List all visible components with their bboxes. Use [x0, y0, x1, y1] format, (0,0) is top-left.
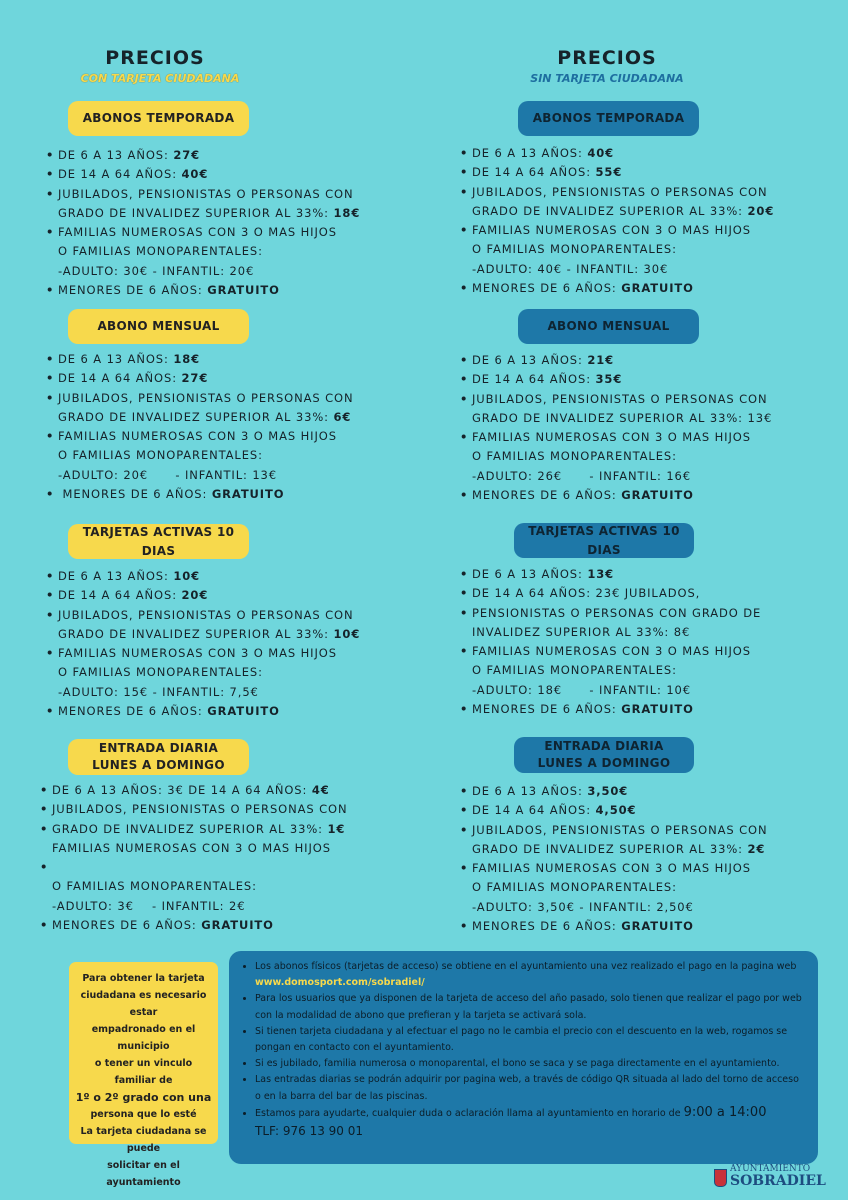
price-line-text: GRADO DE INVALIDEZ SUPERIOR AL 33%: [58, 205, 334, 220]
price-line-text: FAMILIAS NUMEROSAS CON 3 O MAS HIJOS [52, 840, 331, 855]
price-line [460, 428, 772, 447]
price-line-text: MENORES DE 6 AÑOS: [472, 919, 622, 934]
price-value: 1€ [327, 821, 346, 836]
price-line-text: JUBILADOS, PENSIONISTAS O PERSONAS CON [472, 822, 768, 837]
bullet: • [46, 607, 55, 622]
price-line-text: -ADULTO: 26€ - INFANTIL: 16€ [472, 468, 691, 483]
price-line-text: O FAMILIAS MONOPARENTALES: [472, 242, 677, 257]
price-line-text: GRADO DE INVALIDEZ SUPERIOR AL 33%: [58, 626, 334, 641]
bullet: • [46, 390, 55, 405]
note-line: La tarjeta ciudadana se puede [80, 1126, 207, 1154]
bullet: • [460, 430, 469, 445]
price-value: 21€ [587, 353, 615, 367]
price-line [46, 644, 360, 663]
price-value: 4,50€ [595, 803, 637, 818]
price-line [460, 898, 768, 917]
price-line [46, 408, 354, 427]
bullet: • [460, 803, 469, 818]
price-line-text: DE 6 A 13 AÑOS: [58, 352, 174, 366]
left-subtitle: CON TARJETA CIUDADANA [80, 72, 240, 85]
bullet: • [460, 919, 469, 934]
price-line-text: O FAMILIAS MONOPARENTALES: [472, 880, 677, 895]
price-line [46, 223, 360, 242]
bullet: • [460, 702, 469, 717]
price-line-text: FAMILIAS NUMEROSAS CON 3 O MAS HIJOS [472, 644, 751, 659]
office-hours: 9:00 a 14:00 [683, 1104, 767, 1120]
bullet: • [460, 184, 469, 199]
price-line-text: -ADULTO: 40€ - INFANTIL: 30€ [472, 261, 669, 276]
ayuntamiento-logo [714, 1164, 826, 1194]
price-value: 10€ [333, 626, 361, 641]
info-item [255, 991, 804, 1023]
price-line-text: -ADULTO: 3€ - INFANTIL: 2€ [52, 898, 246, 913]
price-line [46, 606, 360, 625]
price-line-text: DE 6 A 13 AÑOS: [472, 146, 588, 160]
price-line-text: FAMILIAS NUMEROSAS CON 3 O MAS HIJOS [58, 429, 337, 444]
info-item [255, 1056, 804, 1072]
price-line-text: MENORES DE 6 AÑOS: [58, 704, 208, 719]
bullet: • [46, 225, 55, 240]
bullet: • [460, 372, 469, 387]
note-line: solicitar en el ayuntamiento [106, 1160, 181, 1188]
price-line [460, 260, 774, 279]
price-value: 55€ [595, 165, 623, 180]
price-line-text: MENORES DE 6 AÑOS: [58, 487, 212, 502]
price-line-text: JUBILADOS, PENSIONISTAS O PERSONAS CON [58, 607, 354, 622]
price-line-text: GRADO DE INVALIDEZ SUPERIOR AL 33%: [472, 841, 748, 856]
price-line-text: DE 6 A 13 AÑOS: [58, 148, 174, 162]
price-value: 2€ [747, 841, 766, 856]
info-item-text: Los abonos físicos (tarjetas de acceso) se obtiene en el ayuntamiento una vez realizado el pago en la pagina web [255, 961, 797, 972]
price-line-text: DE 14 A 64 AÑOS: [58, 167, 182, 182]
right-subtitle: SIN TARJETA CIUDADANA [530, 72, 684, 85]
price-line [460, 840, 768, 859]
left-title: PRECIOS [105, 47, 205, 69]
price-line [460, 486, 772, 505]
price-value: 40€ [587, 146, 615, 160]
price-value: 40€ [181, 167, 209, 182]
bullet: • [46, 487, 55, 502]
price-line [46, 466, 354, 485]
left-section-0-list [46, 146, 360, 300]
price-value: 6€ [333, 409, 352, 424]
price-line-text: INVALIDEZ SUPERIOR AL 33%: 8€ [472, 624, 691, 639]
left-heading-entrada-diaria [68, 739, 249, 775]
price-line [460, 642, 761, 661]
price-line-text: FAMILIAS NUMEROSAS CON 3 O MAS HIJOS [58, 225, 337, 240]
price-line [460, 221, 774, 240]
price-line-text: DE 6 A 13 AÑOS: [472, 784, 588, 798]
price-line-text: -ADULTO: 15€ - INFANTIL: 7,5€ [58, 684, 259, 699]
price-line [460, 681, 761, 700]
price-line [460, 351, 772, 370]
info-item [255, 1024, 804, 1056]
phone-number: TLF: 976 13 90 01 [255, 1124, 363, 1139]
note-line: Para obtener la tarjeta [82, 973, 205, 984]
right-heading-abono-mensual: ABONO MENSUAL [518, 309, 699, 344]
bullet: • [460, 353, 469, 367]
price-line-text: O FAMILIAS MONOPARENTALES: [58, 665, 263, 680]
price-line [46, 586, 360, 605]
price-line-text: JUBILADOS, PENSIONISTAS O PERSONAS CON [58, 390, 354, 405]
price-line-text: MENORES DE 6 AÑOS: [472, 702, 622, 717]
bullet: • [46, 646, 55, 661]
price-line-text: MENORES DE 6 AÑOS: [52, 918, 202, 933]
left-heading-entrada-diaria-line2: LUNES A DOMINGO [92, 758, 225, 772]
left-section-2-list [46, 567, 360, 721]
price-line [460, 467, 772, 486]
price-line-text: GRADO DE INVALIDEZ SUPERIOR AL 33%: [52, 821, 328, 836]
price-line [460, 163, 774, 182]
domosport-link[interactable]: www.domosport.com/sobradiel/ [255, 977, 425, 989]
note-line: ciudadana es necesario estar [80, 990, 207, 1018]
bullet: • [460, 586, 469, 601]
price-line-text: DE 14 A 64 AÑOS: [58, 371, 182, 386]
price-value: GRATUITO [201, 918, 274, 933]
price-line [46, 485, 354, 504]
price-line-text: O FAMILIAS MONOPARENTALES: [472, 449, 677, 464]
price-line [46, 185, 360, 204]
bullet: • [460, 391, 469, 406]
info-list [243, 959, 804, 1122]
price-line-text: PENSIONISTAS O PERSONAS CON GRADO DE [472, 605, 762, 620]
price-value: GRATUITO [621, 488, 694, 503]
price-value: 27€ [173, 148, 201, 162]
bullet: • [460, 223, 469, 238]
price-value: 4€ [311, 783, 330, 797]
logo-line2: SOBRADIEL [730, 1173, 826, 1189]
price-line [460, 801, 768, 820]
price-line-text: O FAMILIAS MONOPARENTALES: [58, 244, 263, 259]
price-line [460, 279, 774, 298]
bullet: • [460, 281, 469, 296]
bullet: • [46, 588, 55, 603]
left-heading-tarjetas-activas: TARJETAS ACTIVAS 10 DIAS [68, 524, 249, 559]
price-line [46, 281, 360, 300]
price-line [460, 917, 768, 936]
price-line-text: FAMILIAS NUMEROSAS CON 3 O MAS HIJOS [472, 861, 751, 876]
bullet: • [46, 167, 55, 182]
bullet: • [460, 861, 469, 876]
price-line-text: DE 14 A 64 AÑOS: [472, 803, 596, 818]
price-line [46, 567, 360, 586]
price-line-text: DE 6 A 13 AÑOS: [472, 353, 588, 367]
price-line [40, 897, 348, 916]
left-heading-entrada-diaria-line1: ENTRADA DIARIA [98, 741, 219, 755]
bullet: • [46, 429, 55, 444]
price-value: GRATUITO [207, 704, 280, 719]
bullet: • [460, 605, 469, 620]
price-line-text: JUBILADOS, PENSIONISTAS O PERSONAS CON [472, 184, 768, 199]
price-line-text: MENORES DE 6 AÑOS: [58, 283, 208, 298]
price-value: GRATUITO [207, 283, 280, 298]
right-title: PRECIOS [557, 47, 657, 69]
price-line [40, 781, 348, 800]
price-line-text: FAMILIAS NUMEROSAS CON 3 O MAS HIJOS [472, 430, 751, 445]
price-line-text: MENORES DE 6 AÑOS: [472, 488, 622, 503]
right-section-3-list [460, 782, 768, 936]
bullet: • [460, 567, 469, 581]
price-line [460, 700, 761, 719]
bullet: • [40, 802, 49, 817]
price-line [46, 625, 360, 644]
price-line [46, 369, 354, 388]
price-value: 3,50€ [587, 784, 629, 798]
info-item-text: Para los usuarios que ya disponen de la tarjeta de acceso del año pasado, solo tienen que realizar el pago por web con la modalidad de abono que prefieran y la tarjeta se activará sola. [255, 993, 802, 1021]
price-line [46, 427, 354, 446]
price-line-text: FAMILIAS NUMEROSAS CON 3 O MAS HIJOS [58, 646, 337, 661]
right-heading-entrada-diaria-line1: ENTRADA DIARIA [544, 739, 664, 753]
note-line: 1º o 2º grado con una [75, 1091, 212, 1104]
left-section-3-list [40, 781, 348, 935]
info-item [255, 1105, 804, 1122]
price-line-text: DE 6 A 13 AÑOS: 3€ DE 14 A 64 AÑOS: [52, 783, 312, 797]
price-line-text: DE 6 A 13 AÑOS: [58, 569, 174, 583]
bullet: • [46, 186, 55, 201]
bullet: • [460, 644, 469, 659]
right-heading-abonos-temporada: ABONOS TEMPORADA [518, 101, 699, 136]
price-line [40, 858, 348, 877]
price-value: 10€ [173, 569, 201, 583]
price-line [46, 702, 360, 721]
bullet: • [40, 783, 49, 797]
tarjeta-ciudadana-note [69, 962, 218, 1188]
bullet: • [46, 283, 55, 298]
info-item-text: Si es jubilado, familia numerosa o monoparental, el bono se saca y se paga directamente en el ayuntamiento. [255, 1058, 780, 1070]
price-line [40, 839, 348, 858]
price-value: 18€ [173, 352, 201, 366]
price-line [46, 242, 360, 261]
price-line [460, 370, 772, 389]
bullet: • [460, 822, 469, 837]
price-line-text: DE 6 A 13 AÑOS: [472, 567, 588, 581]
info-item-text: Las entradas diarias se podrán adquirir por pagina web, a través de código QR situada al lado del torno de acceso o en la barra del bar de las piscinas. [255, 1074, 799, 1102]
price-line-text: DE 14 A 64 AÑOS: [472, 165, 596, 180]
right-section-2-list [460, 565, 761, 719]
price-line [46, 663, 360, 682]
price-line-text: JUBILADOS, PENSIONISTAS O PERSONAS CON [472, 391, 768, 406]
left-section-1-list [46, 350, 354, 504]
bullet: • [40, 821, 49, 836]
bullet: • [46, 569, 55, 583]
price-line [460, 202, 774, 221]
price-line-text: -ADULTO: 20€ - INFANTIL: 13€ [58, 467, 277, 482]
right-heading-tarjetas-activas: TARJETAS ACTIVAS 10 DIAS [514, 523, 694, 558]
price-line [460, 144, 774, 163]
price-line [460, 878, 768, 897]
price-line-text: DE 14 A 64 AÑOS: [472, 372, 596, 387]
bullet: • [40, 918, 49, 933]
note-line: o tener un vinculo familiar de [94, 1058, 193, 1086]
right-section-0-list [460, 144, 774, 298]
price-line-text: DE 14 A 64 AÑOS: 23€ JUBILADOS, [472, 586, 701, 601]
price-line [40, 916, 348, 935]
price-line [40, 820, 348, 839]
info-item-text: Estamos para ayudarte, cualquier duda o aclaración llama al ayuntamiento en horario de [255, 1107, 684, 1119]
price-line [40, 877, 348, 896]
bullet: • [460, 165, 469, 180]
price-line [40, 800, 348, 819]
price-line-text: FAMILIAS NUMEROSAS CON 3 O MAS HIJOS [472, 223, 751, 238]
price-line [46, 262, 360, 281]
info-item [255, 1072, 804, 1104]
bullet: • [46, 148, 55, 162]
price-line [46, 389, 354, 408]
price-line [46, 146, 360, 165]
price-line [460, 604, 761, 623]
shield-icon [714, 1169, 727, 1187]
price-line-text: GRADO DE INVALIDEZ SUPERIOR AL 33%: 13€ [472, 410, 773, 425]
right-section-1-list [460, 351, 772, 505]
price-line-text: GRADO DE INVALIDEZ SUPERIOR AL 33%: [472, 203, 748, 218]
price-line [460, 447, 772, 466]
price-line [46, 446, 354, 465]
bullet: • [460, 488, 469, 503]
price-line [460, 859, 768, 878]
bullet: • [40, 860, 49, 875]
info-item-text: Si tienen tarjeta ciudadana y al efectuar el pago no le cambia el precio con el descuento en la web, rogamos se pongan en contacto con el ayuntamiento. [255, 1025, 788, 1054]
price-line-text: O FAMILIAS MONOPARENTALES: [52, 879, 257, 894]
price-line-text: JUBILADOS, PENSIONISTAS O PERSONAS CON [52, 802, 348, 817]
info-item [255, 959, 804, 991]
price-line [46, 350, 354, 369]
price-line [460, 183, 774, 202]
left-heading-abono-mensual: ABONO MENSUAL [68, 309, 249, 344]
price-line-text: MENORES DE 6 AÑOS: [472, 281, 622, 296]
price-line-text: -ADULTO: 30€ - INFANTIL: 20€ [58, 263, 255, 278]
price-line [460, 584, 761, 603]
bullet: • [460, 784, 469, 798]
info-box [229, 951, 818, 1164]
right-heading-entrada-diaria [514, 737, 694, 773]
price-line-text: O FAMILIAS MONOPARENTALES: [472, 663, 677, 678]
price-line [460, 661, 761, 680]
price-value: 18€ [333, 205, 361, 220]
logo-line1: AYUNTAMIENTO [730, 1164, 811, 1174]
price-value: GRATUITO [621, 919, 694, 934]
price-line [460, 390, 772, 409]
price-line-text: GRADO DE INVALIDEZ SUPERIOR AL 33%: [58, 409, 334, 424]
price-line-text: O FAMILIAS MONOPARENTALES: [58, 448, 263, 463]
price-line-text: -ADULTO: 18€ - INFANTIL: 10€ [472, 682, 691, 697]
price-value: 20€ [747, 203, 775, 218]
price-value: 13€ [587, 567, 615, 581]
price-line-text: -ADULTO: 3,50€ - INFANTIL: 2,50€ [472, 899, 694, 914]
price-line [460, 565, 761, 584]
price-line-text: DE 14 A 64 AÑOS: [58, 588, 182, 603]
price-value: 20€ [181, 588, 209, 603]
price-line [460, 623, 761, 642]
price-line [460, 821, 768, 840]
left-heading-abonos-temporada: ABONOS TEMPORADA [68, 101, 249, 136]
price-value: GRATUITO [211, 487, 285, 502]
note-line: empadronado en el municipio [91, 1024, 196, 1052]
bullet: • [46, 704, 55, 719]
note-line: persona que lo esté [90, 1109, 197, 1120]
bullet: • [46, 371, 55, 386]
price-line [46, 165, 360, 184]
price-value: GRATUITO [621, 702, 694, 717]
price-line [460, 409, 772, 428]
price-value: GRATUITO [621, 281, 694, 296]
price-value: 27€ [181, 371, 209, 386]
price-line [46, 683, 360, 702]
bullet: • [46, 352, 55, 366]
bullet: • [460, 146, 469, 160]
price-line [460, 782, 768, 801]
price-line [460, 240, 774, 259]
price-value: 35€ [595, 372, 623, 387]
price-line-text: JUBILADOS, PENSIONISTAS O PERSONAS CON [58, 186, 354, 201]
right-heading-entrada-diaria-line2: LUNES A DOMINGO [537, 756, 671, 770]
price-line [46, 204, 360, 223]
